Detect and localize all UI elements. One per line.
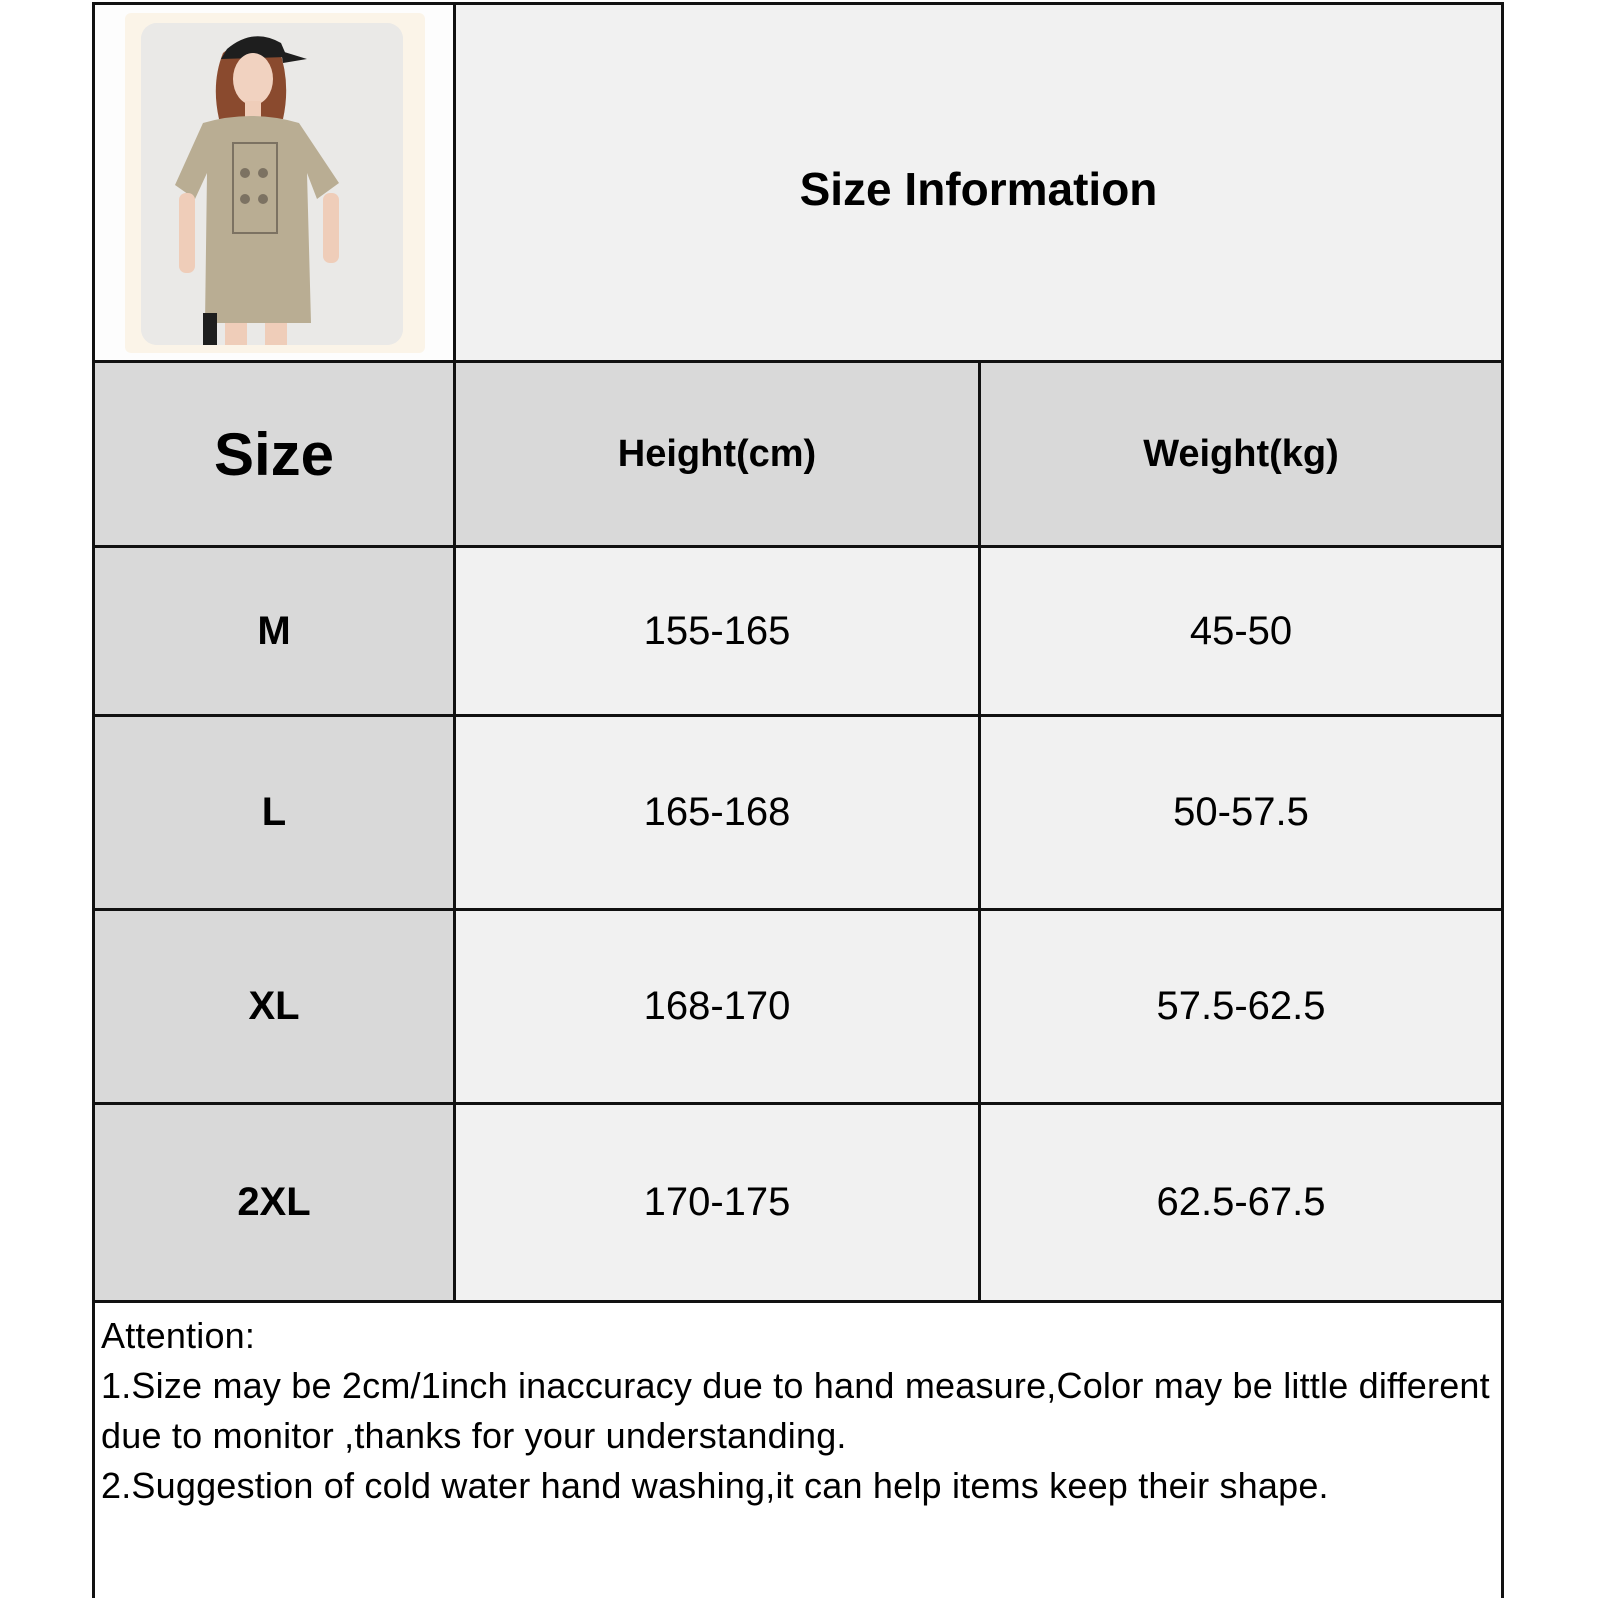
- divider: [95, 908, 1501, 911]
- table-row-height: 165-168: [456, 717, 978, 908]
- table-row-weight: 50-57.5: [981, 717, 1501, 908]
- divider: [453, 5, 456, 1303]
- title-cell: [456, 5, 1501, 360]
- table-row-size: L: [95, 717, 453, 908]
- header-weight-label: Weight(kg): [1143, 432, 1339, 475]
- header-height: [456, 363, 978, 545]
- divider: [978, 360, 981, 1303]
- table-row-weight: 62.5-67.5: [981, 1105, 1501, 1300]
- size-chart: [92, 2, 1504, 1598]
- header-size: [95, 363, 453, 545]
- divider: [95, 545, 1501, 548]
- table-row-weight: 45-50: [981, 548, 1501, 714]
- divider: [95, 1102, 1501, 1105]
- table-row-height: 170-175: [456, 1105, 978, 1300]
- notes-line-1: 1.Size may be 2cm/1inch inaccuracy due to hand measure,Color may be little different due to monitor ,thanks for your understanding.: [101, 1365, 1490, 1456]
- notes-line-2: 2.Suggestion of cold water hand washing,it can help items keep their shape.: [101, 1465, 1329, 1506]
- chart-title: Size Information: [799, 162, 1158, 215]
- attention-notes: [95, 1303, 1501, 1601]
- product-photo: [141, 23, 403, 345]
- divider: [95, 360, 1501, 363]
- notes-heading: Attention:: [101, 1315, 256, 1356]
- table-row-height: 155-165: [456, 548, 978, 714]
- table-row-size: XL: [95, 911, 453, 1102]
- header-weight: [981, 363, 1501, 545]
- header-size-label: Size: [213, 420, 335, 488]
- table-row-weight: 57.5-62.5: [981, 911, 1501, 1102]
- model-tshirt-photo-icon: [141, 23, 403, 345]
- table-row-size: 2XL: [95, 1105, 453, 1300]
- divider: [95, 714, 1501, 717]
- table-row-height: 168-170: [456, 911, 978, 1102]
- product-photo-cell: [95, 5, 453, 360]
- header-height-label: Height(cm): [617, 432, 817, 475]
- table-row-size: M: [95, 548, 453, 714]
